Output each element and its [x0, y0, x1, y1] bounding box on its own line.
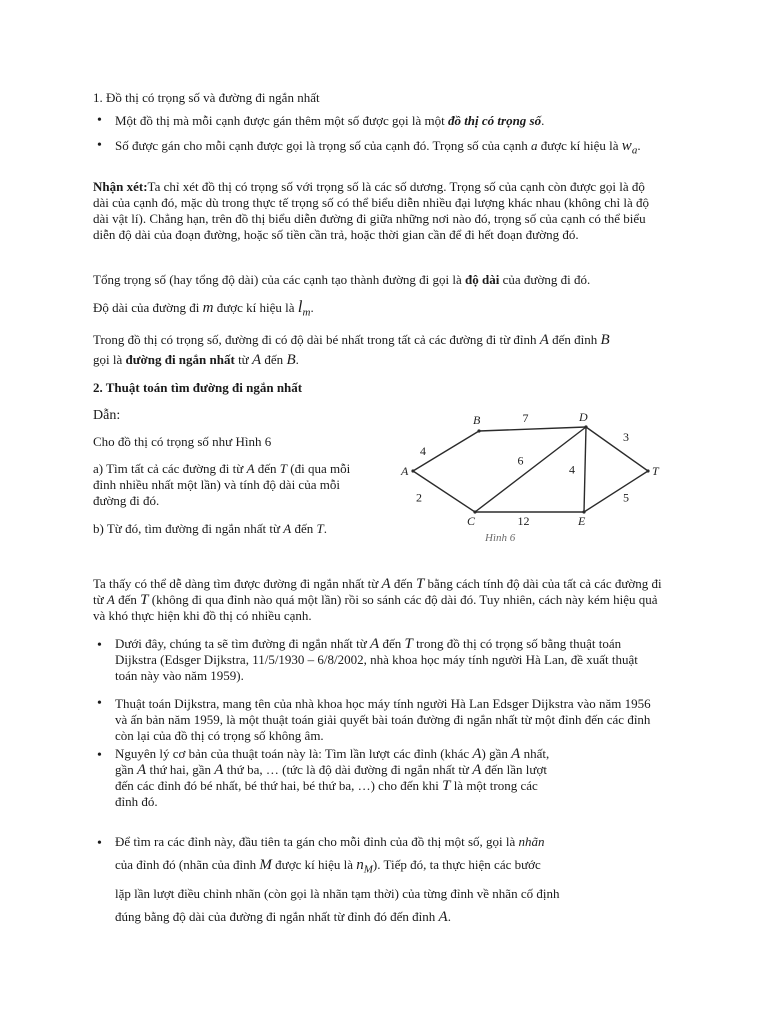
edge-weight-label: 4 [420, 444, 426, 458]
graph-vertex-t [646, 469, 649, 472]
graph-edges [411, 425, 649, 513]
list-item: • Nguyên lý cơ bản của thuật toán này là: Tìm lần lượt các đỉnh (khác A) gần A nhất, gần A thứ hai, gần A thứ ba, … (tức là độ dài đường đi ngắn nhất từ A đến lần lượt đến các đỉnh đó bé nhất, bé thứ hai, bé thứ ba, …) cho đến khi T là một trong các đỉnh đó. [115, 746, 675, 810]
remark-paragraph: Nhận xét:Ta chỉ xét đồ thị có trọng số với trọng số là các số dương. Trọng số của cạnh còn được gọi là độ dài của cạnh đó, mặc dù trong thực tế trọng số có thể biểu diễn nhiều đại lượng khác nhau (không chỉ là độ dài vật lí). Chẳng hạn, trên đồ thị biểu diễn đường đi giữa những nơi nào đó, trọng số của cạnh có thể biểu diễn độ dài của đoạn đường, hoặc số tiền cần trả, hoặc thời gian cần để đi hết đoạn đường đó. [93, 179, 649, 242]
list-item: • Số được gán cho mỗi cạnh được gọi là trọng số của cạnh đó. Trọng số của cạnh a được kí hiệu là $w_a$. [115, 136, 655, 161]
list-item: • Để tìm ra các đỉnh này, đầu tiên ta gán cho mỗi đỉnh của đồ thị một số, gọi là nhãn của đỉnh đó (nhãn của đỉnh M được kí hiệu là $n_M$). Tiếp đó, ta thực hiện các bước lặp lần lượt điều chỉnh nhãn (còn gọi là nhãn tạm thời) của từng đỉnh về nhãn cố định đúng bằng độ dài của đường đi ngắn nhất từ đỉnh đó đến đỉnh A. [115, 830, 675, 929]
vertex-label: T [652, 464, 659, 478]
graph-edge-a-c [413, 471, 475, 512]
weighted-graph-figure [395, 408, 675, 558]
edge-weight-label: 6 [517, 453, 524, 468]
graph-edge-d-e [584, 427, 586, 512]
edge-weight-label: 3 [623, 430, 629, 444]
list-item: • Thuật toán Dijkstra, mang tên của nhà khoa học máy tính người Hà Lan Edsger Dijkstra vào năm 1956 và ấn bản năm 1959, là một thuật toán giải quyết bài toán đường đi ngắn nhất từ một đỉnh đến các đỉnh còn lại của đồ thị có trọng số không âm. [115, 696, 660, 744]
brute-force-paragraph: Ta thấy có thể dễ dàng tìm được đường đi ngắn nhất từ A đến T bằng cách tính độ dài của tất cả các đường đi từ A đến T (không đi qua đỉnh nào quá một lần) rồi so sánh các độ dài đó. Tuy nhiên, cách này kém hiệu quả và khó thực hiện khi đồ thị có nhiều cạnh. [93, 576, 662, 623]
graph-edge-d-t [586, 427, 648, 471]
vertex-label: A [401, 464, 409, 478]
list-item: • Dưới đây, chúng ta sẽ tìm đường đi ngắn nhất từ A đến T trong đồ thị có trọng số bằng thuật toán Dijkstra (Edsger Dijkstra, 11/5/1930 – 6/8/2002, nhà khoa học máy tính người Hà Lan, đề xuất thuật toán này vào năm 1959). [115, 636, 660, 684]
section-2-heading: 2. Thuật toán tìm đường đi ngắn nhất [93, 380, 303, 395]
lead-in-label: Dẫn: [93, 408, 121, 423]
vertex-label: E [578, 514, 586, 528]
edge-weight-label: 4 [569, 462, 575, 477]
edge-weight-label: 7 [522, 411, 529, 425]
figure-caption: Hình 6 [485, 532, 516, 544]
graph-labels [400, 410, 660, 528]
vertex-label: D [579, 410, 588, 424]
question-b: b) Từ đó, tìm đường đi ngắn nhất từ A đến T. [93, 521, 327, 536]
edge-weight-label: 12 [517, 514, 530, 528]
question-a: a) Tìm tất cả các đường đi từ A đến T (đi qua mỗi đỉnh nhiều nhất một lần) và tính độ dài của mỗi đường đi đó. [93, 461, 351, 508]
graph-vertex-a [411, 469, 414, 472]
figure-intro: Cho đồ thị có trọng số như Hình 6 [93, 434, 272, 449]
graph-edge-e-t [584, 471, 648, 512]
total-length-paragraph: Tổng trọng số (hay tổng độ dài) của các cạnh tạo thành đường đi gọi là độ dài của đường đi đó. [93, 272, 591, 287]
graph-edge-b-d [479, 427, 586, 431]
graph-vertex-d [584, 425, 587, 428]
section-1-heading: 1. Đồ thị có trọng số và đường đi ngắn nhất [93, 90, 320, 105]
length-notation-paragraph: Độ dài của đường đi m được kí hiệu là $l_m$. [93, 297, 314, 319]
list-item: • Một đồ thị mà mỗi cạnh được gán thêm một số được gọi là một đồ thị có trọng số. [115, 113, 655, 129]
edge-weight-label: 2 [416, 490, 422, 505]
graph-vertex-b [477, 429, 480, 432]
vertex-label: C [467, 514, 476, 528]
shortest-path-definition: Trong đồ thị có trọng số, đường đi có độ dài bé nhất trong tất cả các đường đi từ đỉnh A đến đỉnh B gọi là đường đi ngắn nhất từ A đến B. [93, 332, 610, 368]
vertex-label: B [473, 413, 481, 427]
edge-weight-label: 5 [623, 490, 629, 505]
